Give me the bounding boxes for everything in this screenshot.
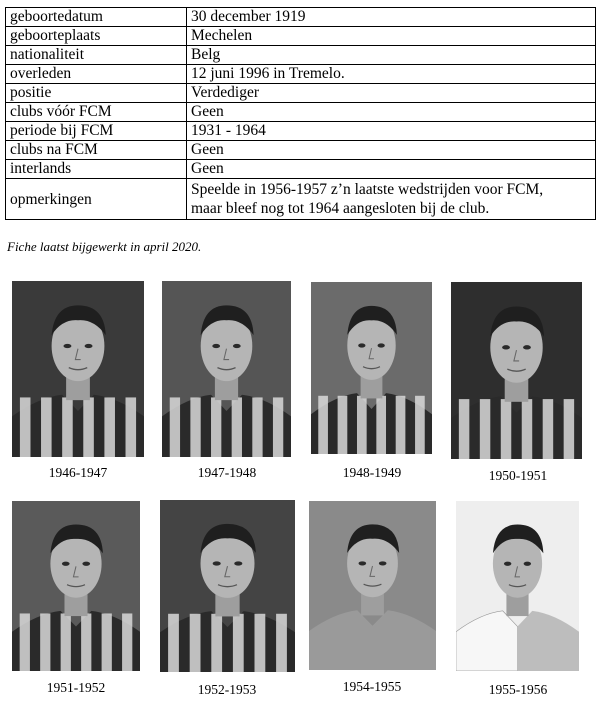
label-opmerkingen: opmerkingen (6, 179, 187, 220)
value-opmerkingen (187, 179, 596, 220)
photo-caption: 1948-1949 (342, 465, 402, 480)
row-clubs-voor-fcm (6, 103, 596, 122)
value-overleden: 12 juni 1996 in Tremelo. (187, 65, 596, 84)
portrait-image (162, 281, 291, 457)
value-geboortedatum: 30 december 1919 (187, 8, 596, 27)
photo-caption: 1950-1951 (488, 468, 548, 483)
player-photo (160, 500, 295, 672)
row-positie (6, 84, 596, 103)
value-positie: Verdediger (187, 84, 596, 103)
photo-caption: 1946-1947 (48, 465, 108, 480)
label-geboortedatum: geboortedatum (6, 8, 187, 27)
value-geboorteplaats: Mechelen (187, 27, 596, 46)
label-nationaliteit: nationaliteit (6, 46, 187, 65)
row-interlands (6, 160, 596, 179)
player-photo (451, 282, 582, 459)
portrait-image (12, 281, 144, 457)
player-photo (456, 501, 579, 671)
photo-caption: 1954-1955 (342, 679, 402, 694)
update-note: Fiche laatst bijgewerkt in april 2020. (7, 239, 202, 254)
opmerkingen-line-1: Speelde in 1956-1957 z’n laatste wedstrijden voor FCM, (191, 181, 544, 198)
portrait-image (311, 282, 432, 454)
portrait-image (456, 501, 579, 671)
row-nationaliteit (6, 46, 596, 65)
portrait-image (451, 282, 582, 459)
opmerkingen-line-2: maar bleef nog tot 1964 aangesloten bij de club. (191, 200, 490, 217)
photo-caption: 1952-1953 (197, 682, 257, 697)
player-photo (311, 282, 432, 454)
value-periode-bij-fcm: 1931 - 1964 (187, 122, 596, 141)
row-clubs-na-fcm (6, 141, 596, 160)
photo-caption: 1947-1948 (197, 465, 257, 480)
label-clubs-voor-fcm: clubs vóór FCM (6, 103, 187, 122)
label-interlands: interlands (6, 160, 187, 179)
label-geboorteplaats: geboorteplaats (6, 27, 187, 46)
row-overleden (6, 65, 596, 84)
player-info-table (5, 7, 596, 220)
label-positie: positie (6, 84, 187, 103)
row-geboorteplaats (6, 27, 596, 46)
label-clubs-na-fcm: clubs na FCM (6, 141, 187, 160)
photo-caption: 1951-1952 (46, 680, 106, 695)
value-clubs-voor-fcm: Geen (187, 103, 596, 122)
value-clubs-na-fcm: Geen (187, 141, 596, 160)
player-photo (12, 501, 140, 671)
portrait-image (309, 501, 436, 670)
label-periode-bij-fcm: periode bij FCM (6, 122, 187, 141)
photo-caption: 1955-1956 (488, 682, 548, 697)
portrait-image (160, 500, 295, 672)
row-periode-bij-fcm (6, 122, 596, 141)
value-nationaliteit: Belg (187, 46, 596, 65)
label-overleden: overleden (6, 65, 187, 84)
row-opmerkingen (6, 179, 596, 220)
value-interlands: Geen (187, 160, 596, 179)
row-geboortedatum (6, 8, 596, 27)
player-photo (12, 281, 144, 457)
portrait-image (12, 501, 140, 671)
player-photo (309, 501, 436, 670)
player-photo (162, 281, 291, 457)
